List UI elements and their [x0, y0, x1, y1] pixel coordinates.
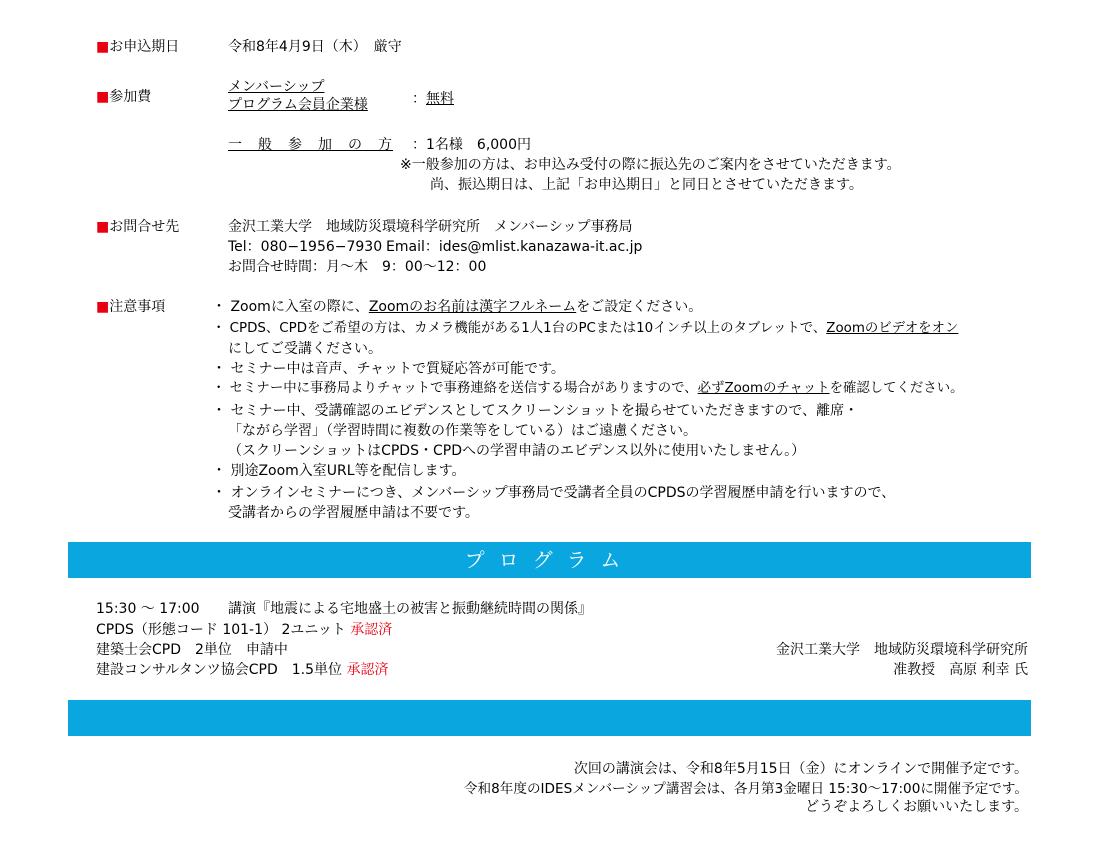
footer-line2: 令和8年度のIDESメンバーシップ講習会は、各月第3金曜日 15:30～17:00に開催予定です。: [463, 781, 1028, 797]
program-lecture: 講演『地震による宅地盛土の被害と振動継続時間の関係』: [228, 601, 592, 617]
program-time: 15:30 ～ 17:00: [96, 601, 200, 617]
speaker-org: 金沢工業大学 地域防災環境科学研究所: [776, 642, 1028, 658]
red-square-icon: ■: [96, 219, 110, 235]
fee-note1: ※一般参加の方は、お申込み受付の際に振込先のご案内をさせていただきます。: [400, 157, 901, 173]
note-item-cont: （スクリーンショットはCPDS・CPDへの学習申請のエビデンス以外に使用いたしません。）: [228, 443, 806, 459]
note-item: ・ Zoomに入室の際に、Zoomのお名前は漢字フルネームをご設定ください。: [212, 299, 703, 315]
fee-free: 無料: [426, 91, 454, 107]
contact-tel: Tel：080−1956−7930: [228, 239, 383, 255]
fee-member-price: ：無料: [412, 91, 454, 107]
note-item-cont: にしてご受講ください。: [228, 341, 382, 357]
fee-general-price: ：1名様 6,000円: [412, 137, 531, 153]
note-item-cont: 受講者からの学習履歴申請は不要です。: [228, 505, 479, 521]
fee-member-line1: メンバーシップ: [228, 79, 325, 95]
deadline-label: ■お申込期日: [96, 39, 180, 55]
contact-org: 金沢工業大学 地域防災環境科学研究所 メンバーシップ事務局: [228, 219, 633, 235]
note-item-cont: 「ながら学習」（学習時間に複数の作業等をしている）はご遠慮ください。: [228, 423, 697, 439]
note-item: ・ 別途Zoom入室URL等を配信します。: [212, 463, 466, 479]
program-header-bar: [68, 542, 1031, 578]
contact-email[interactable]: Email：ides@mlist.kanazawa-it.ac.jp: [386, 239, 643, 255]
cpds-status: 承認済: [350, 622, 393, 638]
notes-label: ■注意事項: [96, 299, 166, 315]
note-item: ・ セミナー中、受講確認のエビデンスとしてスクリーンショットを撮らせていただきますので、離席・: [212, 403, 859, 419]
fee-label: ■参加費: [96, 89, 152, 105]
note-item: ・ CPDS、CPDをご希望の方は、カメラ機能がある1人1台のPCまたは10インチ以上のタブレットで、Zoomのビデオをオン: [212, 321, 959, 336]
program-title: プログラム: [464, 548, 635, 572]
program-consult: 建設コンサルタンツ協会CPD 1.5単位 承認済: [96, 662, 389, 678]
fee-note2: 尚、振込期日は、上記「お申込期日」と同日とさせていただきます。: [430, 177, 863, 193]
footer-line3: どうぞよろしくお願いいたします。: [805, 799, 1028, 815]
note-item: ・ セミナー中は音声、チャットで質疑応答が可能です。: [212, 361, 565, 377]
contact-label: ■お問合せ先: [96, 219, 180, 235]
fee-member-line2: プログラム会員企業様: [228, 97, 368, 113]
fee-general-label: 一 般 参 加 の 方: [228, 137, 393, 153]
deadline-value: 令和8年4月9日（木） 厳守: [228, 39, 402, 55]
red-square-icon: ■: [96, 39, 110, 55]
program-cpds: CPDS（形態コード 101-1） 2ユニット 承認済: [96, 622, 393, 638]
program-arch: 建築士会CPD 2単位 申請中: [96, 642, 288, 658]
contact-hours: お問合せ時間：月～木 9：00～12：00: [228, 259, 487, 275]
speaker-name: 准教授 高原 利幸 氏: [893, 662, 1028, 678]
red-square-icon: ■: [96, 299, 110, 315]
footer-line1: 次回の講演会は、令和8年5月15日（金）にオンラインで開催予定です。: [573, 761, 1028, 777]
note-item: ・ セミナー中に事務局よりチャットで事務連絡を送信する場合がありますので、必ずZoomのチャットを確認してください。: [212, 381, 964, 396]
footer-bar: [68, 700, 1031, 736]
note-item: ・ オンラインセミナーにつき、メンバーシップ事務局で受講者全員のCPDSの学習履歴申請を行いますので、: [212, 485, 896, 501]
red-square-icon: ■: [96, 89, 110, 105]
consult-status: 承認済: [346, 662, 389, 678]
